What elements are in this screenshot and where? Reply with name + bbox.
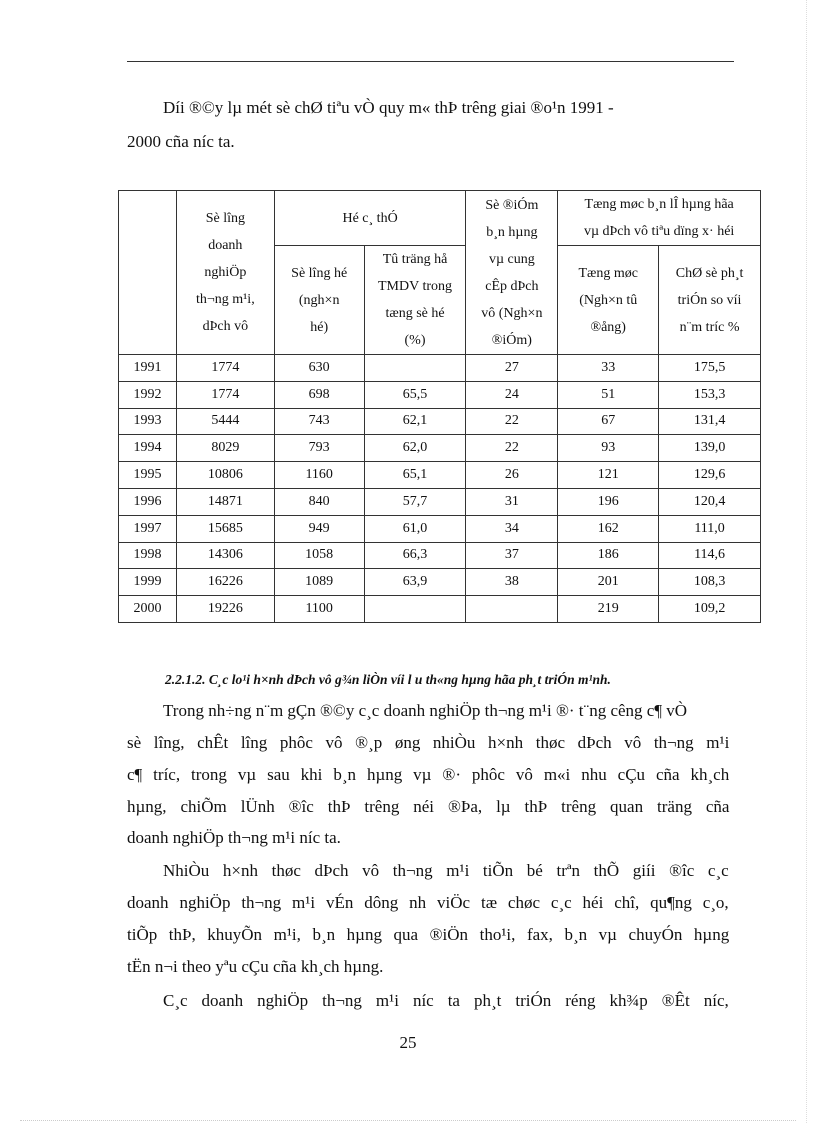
cell-households: 949	[274, 515, 364, 542]
page-number: 25	[399, 1033, 417, 1052]
body-line: c¶ tríc, trong vµ sau khi b¸n hµng vµ ®· phôc vô m«i nhu cÇu cña kh¸ch	[127, 765, 730, 784]
table-row	[119, 462, 761, 489]
cell-enterprises: 1774	[176, 355, 274, 382]
cell-share: 65,5	[364, 381, 466, 408]
cell-share	[364, 355, 466, 382]
cell-index: 139,0	[659, 435, 761, 462]
table-row	[119, 408, 761, 435]
cell-share	[364, 596, 466, 623]
cell-share: 66,3	[364, 542, 466, 569]
cell-households: 743	[274, 408, 364, 435]
cell-enterprises: 16226	[176, 569, 274, 596]
body-line: hµng, chiÕm lÜnh ®îc thÞ trêng néi ®Þa, lµ thÞ trêng quan träng cña	[127, 797, 730, 816]
cell-index: 131,4	[659, 408, 761, 435]
cell-points: 31	[466, 488, 558, 515]
cell-year: 1998	[119, 542, 177, 569]
body-line: NhiÒu h×nh thøc dÞch vô th¬ng m¹i tiÕn bé trªn thÕ giíi ®îc c¸c	[163, 861, 729, 880]
header-retail-group: Tæng møc b¸n lÎ hµng hãa vµ dÞch vô tiªu dïng x· héi	[558, 191, 761, 246]
body-line: Trong nh÷ng n¨m gÇn ®©y c¸c doanh nghiÖp th¬ng m¹i ®· t¨ng cêng c¶ vÒ	[163, 701, 688, 720]
cell-year: 1996	[119, 488, 177, 515]
cell-total: 33	[558, 355, 659, 382]
body-line: C¸c doanh nghiÖp th¬ng m¹i níc ta ph¸t triÓn réng kh¾p ®Êt níc,	[163, 991, 729, 1010]
cell-points	[466, 596, 558, 623]
table-row	[119, 542, 761, 569]
cell-total: 219	[558, 596, 659, 623]
cell-points: 37	[466, 542, 558, 569]
cell-households: 1160	[274, 462, 364, 489]
table-row	[119, 381, 761, 408]
cell-points: 27	[466, 355, 558, 382]
cell-total: 162	[558, 515, 659, 542]
cell-index: 114,6	[659, 542, 761, 569]
cell-enterprises: 14306	[176, 542, 274, 569]
cell-points: 24	[466, 381, 558, 408]
cell-total: 186	[558, 542, 659, 569]
table-row	[119, 435, 761, 462]
cell-index: 120,4	[659, 488, 761, 515]
cell-households: 698	[274, 381, 364, 408]
section-heading: 2.2.1.2. C¸c lo¹i h×nh dÞch vô g¾n liÒn víi l u th«ng hµng hãa ph¸t triÓn m¹nh.	[165, 672, 611, 687]
cell-households: 1100	[274, 596, 364, 623]
cell-index: 129,6	[659, 462, 761, 489]
cell-total: 51	[558, 381, 659, 408]
cell-index: 153,3	[659, 381, 761, 408]
intro-line-2: 2000 cña níc ta.	[127, 132, 235, 151]
cell-share: 65,1	[364, 462, 466, 489]
intro-line-1: Díi ®©y lµ mét sè chØ tiªu vÒ quy m« thÞ trêng giai ®o¹n 1991 -	[163, 98, 614, 117]
cell-enterprises: 5444	[176, 408, 274, 435]
cell-points: 38	[466, 569, 558, 596]
cell-share: 62,1	[364, 408, 466, 435]
cell-year: 1993	[119, 408, 177, 435]
header-growth-index: ChØ sè ph¸t triÓn so víi n¨m tríc %	[659, 246, 761, 355]
cell-points: 22	[466, 408, 558, 435]
cell-share: 62,0	[364, 435, 466, 462]
header-household-count: Sè lîng hé (ngh×n hé)	[274, 246, 364, 355]
cell-total: 93	[558, 435, 659, 462]
cell-households: 1058	[274, 542, 364, 569]
cell-enterprises: 19226	[176, 596, 274, 623]
cell-year: 2000	[119, 596, 177, 623]
body-line: doanh nghiÖp th¬ng m¹i níc ta.	[127, 828, 341, 847]
cell-total: 67	[558, 408, 659, 435]
cell-points: 26	[466, 462, 558, 489]
cell-index: 108,3	[659, 569, 761, 596]
table-row	[119, 596, 761, 623]
cell-households: 1089	[274, 569, 364, 596]
cell-index: 109,2	[659, 596, 761, 623]
cell-year: 1997	[119, 515, 177, 542]
table-row	[119, 515, 761, 542]
cell-year: 1994	[119, 435, 177, 462]
table-row	[119, 355, 761, 382]
cell-year: 1995	[119, 462, 177, 489]
cell-enterprises: 10806	[176, 462, 274, 489]
header-households-group: Hé c¸ thÓ	[274, 191, 466, 246]
cell-total: 201	[558, 569, 659, 596]
cell-share: 63,9	[364, 569, 466, 596]
cell-households: 630	[274, 355, 364, 382]
cell-points: 22	[466, 435, 558, 462]
cell-households: 840	[274, 488, 364, 515]
footer-divider	[20, 1120, 796, 1121]
cell-year: 1999	[119, 569, 177, 596]
header-empty	[119, 191, 177, 355]
header-rule	[127, 61, 734, 62]
cell-total: 196	[558, 488, 659, 515]
cell-year: 1991	[119, 355, 177, 382]
body-line: sè lîng, chÊt lîng phôc vô ®¸p øng nhiÒu h×nh thøc dÞch vô th¬ng m¹i	[127, 733, 730, 752]
cell-enterprises: 1774	[176, 381, 274, 408]
table-row	[119, 569, 761, 596]
cell-points: 34	[466, 515, 558, 542]
cell-index: 111,0	[659, 515, 761, 542]
body-line: tËn n¬i theo yªu cÇu cña kh¸ch hµng.	[127, 957, 384, 976]
cell-share: 57,7	[364, 488, 466, 515]
header-total-value: Tæng møc (Ngh×n tû ®ång)	[558, 246, 659, 355]
body-line: tiÕp thÞ, khuyÕn m¹i, b¸n hµng qua ®iÖn tho¹i, fax, b¸n vµ chuyÓn hµng	[127, 925, 730, 944]
statistics-table	[118, 190, 761, 623]
cell-enterprises: 15685	[176, 515, 274, 542]
cell-total: 121	[558, 462, 659, 489]
header-household-share: Tû träng hå TMDV trong tæng sè hé (%)	[364, 246, 466, 355]
cell-share: 61,0	[364, 515, 466, 542]
header-sales-points: Sè ®iÓm b¸n hµng vµ cung cÊp dÞch vô (Ngh×n ®iÓm)	[466, 191, 558, 355]
table-row	[119, 488, 761, 515]
cell-enterprises: 14871	[176, 488, 274, 515]
cell-year: 1992	[119, 381, 177, 408]
cell-enterprises: 8029	[176, 435, 274, 462]
body-line: doanh nghiÖp th¬ng m¹i vÉn dông nh viÖc tæ chøc c¸c héi chî, qu¶ng c¸o,	[127, 893, 729, 912]
cell-households: 793	[274, 435, 364, 462]
edge-divider	[806, 0, 807, 1123]
header-enterprises: Sè lîng doanh nghiÖp th¬ng m¹i, dÞch vô	[176, 191, 274, 355]
cell-index: 175,5	[659, 355, 761, 382]
